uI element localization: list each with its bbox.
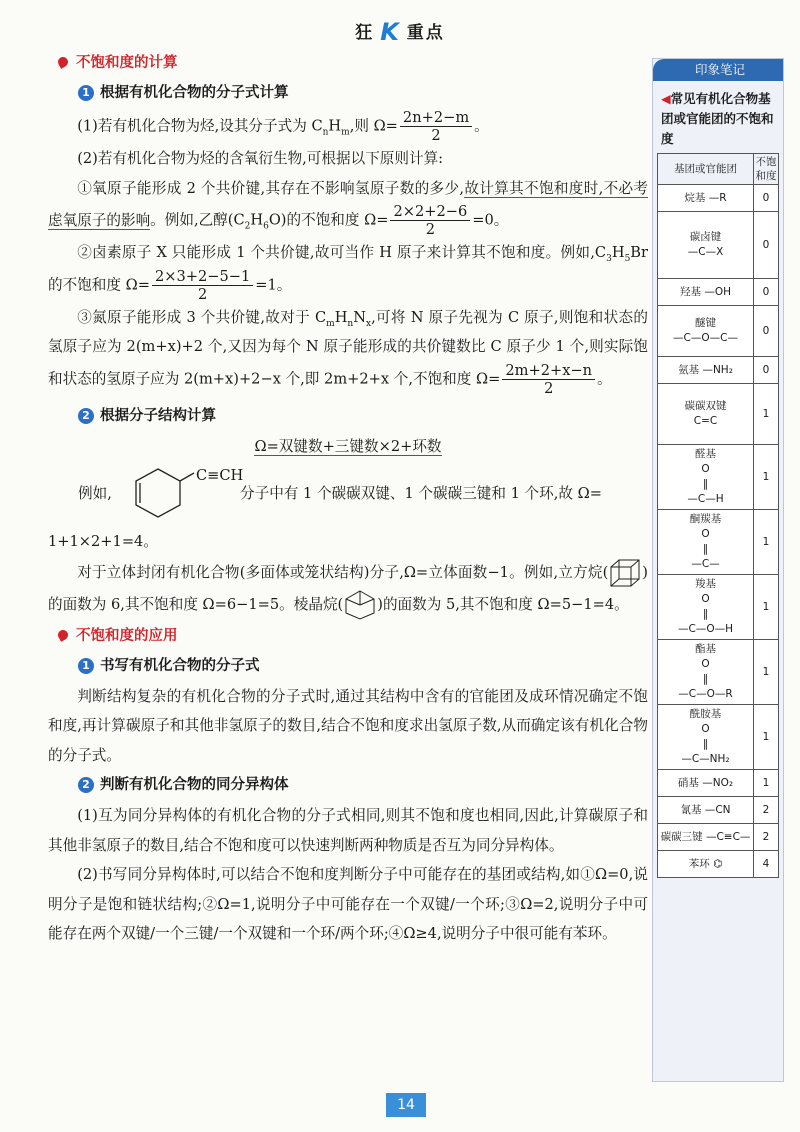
paragraph: (2)若有机化合物为烃的含氧衍生物,可根据以下原则计算: (77, 150, 444, 167)
sidebar-title: ◀常见有机化合物基团或官能团的不饱和度 (661, 91, 774, 146)
table-row (658, 640, 779, 705)
table-row (658, 797, 779, 824)
value-cell: 2 (754, 797, 779, 824)
functional-group-table (657, 153, 779, 878)
fraction: $\frac{2m+2+x-n}{2}$ (502, 362, 595, 397)
example-row: 例如, C≡CH 分子中有 1 个碳碳双键、1 个碳碳三键和 1 个环,故 Ω= (48, 461, 648, 527)
paragraph: (1)互为同分异构体的有机化合物的分子式相同,则其不饱和度也相同,因此,计算碳原子和其他非氢原子的数目,结合不饱和度可以快速判断两种物质是否互为同分异构体。 (48, 807, 648, 854)
group-cell: 羧基 O ‖ —C—O—H (658, 575, 754, 640)
cubane-icon (608, 557, 642, 589)
value-cell: 1 (754, 640, 779, 705)
value-cell: 1 (754, 770, 779, 797)
header-left: 狂 (355, 23, 375, 43)
subsection-title: 1 根据有机化合物的分子式计算 (48, 78, 648, 109)
value-cell: 1 (754, 384, 779, 445)
group-cell: 羟基 —OH (658, 279, 754, 306)
table-header: 不饱和度 (754, 154, 779, 185)
paragraph: 1+1×2+1=4。 (48, 533, 158, 550)
group-cell: 硝基 —NO₂ (658, 770, 754, 797)
table-row (658, 185, 779, 212)
group-cell: 酰胺基 O ‖ —C—NH₂ (658, 705, 754, 770)
paragraph: ①氧原子能形成 2 个共价键,其存在不影响氢原子数的多少,故计算其不饱和度时,不必考虑氧原子的影响。例如,乙醇$(C_2H_6O)$的不饱和度 Ω= $\frac{2\times 2+2-6}{2}$ =0。 (48, 179, 649, 238)
value-cell: 1 (754, 445, 779, 510)
value-cell: 0 (754, 306, 779, 357)
paragraph: ②卤素原子 X 只能形成 1 个共价键,故可当作 H 原子来计算其不饱和度。例如$,C_3H_5Br$ 的不饱和度 Ω= $\frac{2\times 3+2-5-1}{2}$ =1。 (48, 244, 648, 303)
paragraph: 判断结构复杂的有机化合物的分子式时,通过其结构中含有的官能团及成环情况确定不饱和度,再计算碳原子和其他非氢原子的数目,结合不饱和度求出氢原子数,从而确定该有机化合物的分子式。 (48, 687, 648, 764)
group-cell: 氰基 —CN (658, 797, 754, 824)
prismane-icon (343, 589, 377, 621)
number-2-icon: 2 (78, 777, 94, 793)
group-cell: 醛基 O ‖ —C—H (658, 445, 754, 510)
table-row (658, 445, 779, 510)
value-cell: 0 (754, 279, 779, 306)
table-row (658, 851, 779, 878)
number-2-icon: 2 (78, 408, 94, 424)
group-cell: 苯环 ⌬ (658, 851, 754, 878)
fraction: $\frac{2\times 3+2-5-1}{2}$ (152, 268, 253, 303)
value-cell: 1 (754, 575, 779, 640)
table-row (658, 575, 779, 640)
bullet-icon (56, 628, 70, 642)
value-cell: 0 (754, 185, 779, 212)
value-cell: 0 (754, 212, 779, 279)
group-cell: 酯基 O ‖ —C—O—R (658, 640, 754, 705)
section-title: 不饱和度的计算 (48, 48, 648, 78)
group-cell: 碳碳三键 —C≡C— (658, 824, 754, 851)
value-cell: 0 (754, 357, 779, 384)
sidebar-tag: 印象笔记 (653, 59, 783, 81)
table-row (658, 357, 779, 384)
paragraph: 对于立体封闭有机化合物(多面体或笼状结构)分子,Ω=立体面数−1。例如,立方烷( )的面数为 6,其不饱和度 Ω=6−1=5。棱晶烷( )的面数为 5,其不饱和度 Ω=5−1=4。 (48, 557, 648, 621)
paragraph: ③氮原子能形成 3 个共价键,故对于 $C_mH_nN_x$,可将 N 原子先视为 C 原子,则饱和状态的氢原子应为 2(m+x)+2 个,又因为每个 N 原子能形成的共价键数比 C 原子少 1 个,则实际饱和状态的氢原子应为 2(m+x)+2−x 个,即 2m+2+x 个,不饱和度 Ω= $\frac{2m+2+x-n}{2}$ 。 (48, 308, 648, 397)
subsection-title: 1 书写有机化合物的分子式 (48, 651, 648, 682)
group-cell: 醚键 —C—O—C— (658, 306, 754, 357)
table-row (658, 824, 779, 851)
subsection-title: 2 判断有机化合物的同分异构体 (48, 770, 648, 801)
fraction: $\frac{2\times 2+2-6}{2}$ (390, 203, 470, 238)
value-cell: 1 (754, 705, 779, 770)
value-cell: 4 (754, 851, 779, 878)
paragraph: (2)书写同分异构体时,可以结合不饱和度判断分子中可能存在的基团或结构,如①Ω=0,说明分子是饱和链状结构;②Ω=1,说明分子中可能存在一个双键/一个环;③Ω=2,说明分子中可能存在两个双键/一个三键/一个双键和一个环/两个环;④Ω≥4,说明分子中很可能有苯环。 (48, 866, 648, 942)
group-cell: 酮羰基 O ‖ —C— (658, 510, 754, 575)
table-row (658, 384, 779, 445)
group-cell: 碳碳双键 C=C (658, 384, 754, 445)
table-row (658, 279, 779, 306)
table-header: 基团或官能团 (658, 154, 754, 185)
table-row (658, 510, 779, 575)
benzene-icon: ⌬ (713, 857, 723, 870)
value-cell: 2 (754, 824, 779, 851)
header-logo-k: K (380, 18, 401, 46)
group-cell: 氨基 —NH₂ (658, 357, 754, 384)
number-1-icon: 1 (78, 85, 94, 101)
table-row (658, 705, 779, 770)
group-cell: 碳卤键 —C—X (658, 212, 754, 279)
value-cell: 1 (754, 510, 779, 575)
sidebar-note (652, 58, 784, 1082)
section-title: 不饱和度的应用 (48, 621, 648, 651)
subsection-title: 2 根据分子结构计算 (48, 401, 648, 432)
table-row (658, 770, 779, 797)
bullet-icon (56, 55, 70, 69)
fraction: $\frac{2n+2-m}{2}$ (400, 109, 472, 144)
triangle-icon: ◀ (661, 91, 671, 106)
main-content (48, 48, 648, 949)
number-1-icon: 1 (78, 658, 94, 674)
page-header (0, 18, 800, 46)
alkyne-label: C≡CH (196, 467, 244, 484)
formula: Ω=双键数+三键数×2+环数 (254, 437, 442, 455)
table-row (658, 212, 779, 279)
page-number: 14 (386, 1093, 426, 1117)
group-cell: 烷基 —R (658, 185, 754, 212)
header-right: 重点 (406, 23, 445, 43)
paragraph: (1)若有机化合物为烃,设其分子式为 $C_nH_m$,则 Ω= $\frac{2n+2-m}{2}$ 。 (77, 109, 489, 144)
table-row (658, 306, 779, 357)
